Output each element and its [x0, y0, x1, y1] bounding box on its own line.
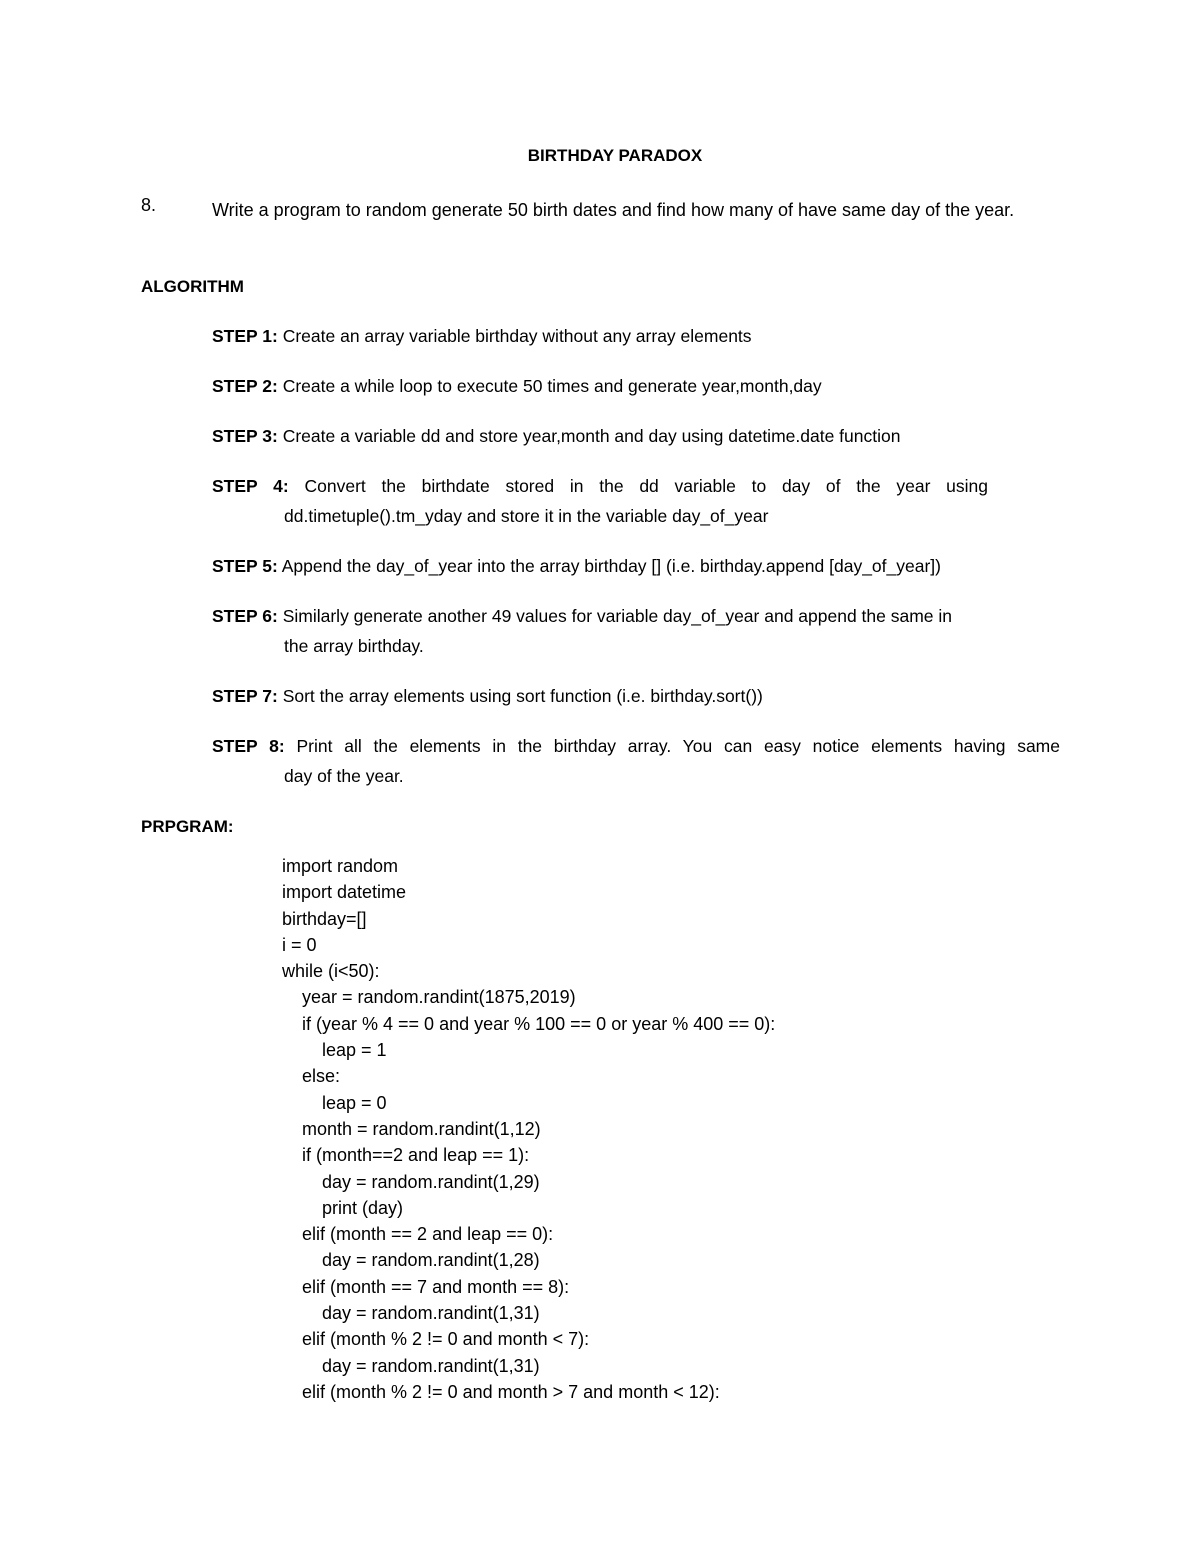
step-label: STEP 5:: [212, 556, 278, 576]
code-block: [282, 853, 775, 1405]
code-line: else:: [302, 1066, 341, 1087]
step-label: STEP 4:: [212, 476, 289, 496]
algorithm-step: [212, 471, 988, 531]
code-line: import datetime: [282, 882, 407, 903]
code-line: i = 0: [282, 934, 317, 955]
question-number: 8.: [141, 195, 157, 215]
code-line: if (year % 4 == 0 and year % 100 == 0 or year % 400 == 0):: [302, 1013, 776, 1034]
code-line: day = random.randint(1,28): [322, 1250, 540, 1271]
algorithm-step: [212, 421, 1060, 451]
code-line: day = random.randint(1,29): [322, 1171, 540, 1192]
code-line: elif (month % 2 != 0 and month < 7):: [302, 1329, 590, 1350]
code-line: while (i<50):: [282, 961, 380, 982]
step-text: Similarly generate another 49 values for variable day_of_year and append the same in: [282, 606, 953, 626]
step-text: Convert the birthdate stored in the dd variable to day of the year using: [304, 476, 988, 496]
step-text: Create a variable dd and store year,month and day using datetime.date function: [282, 426, 901, 446]
step-continuation: the array birthday.: [284, 636, 424, 656]
program-heading: PRPGRAM:: [141, 817, 234, 836]
step-continuation: day of the year.: [284, 766, 404, 786]
code-line: day = random.randint(1,31): [322, 1303, 540, 1324]
step-first-line: [212, 731, 1060, 761]
step-text: Create an array variable birthday without any array elements: [282, 326, 752, 346]
algorithm-step: [212, 551, 1060, 581]
question-text: Write a program to random generate 50 birth dates and find how many of have same day of the year.: [212, 200, 1015, 220]
code-line: year = random.randint(1875,2019): [302, 987, 576, 1008]
step-label: STEP 3:: [212, 426, 278, 446]
step-label: STEP 2:: [212, 376, 278, 396]
code-line: leap = 0: [322, 1092, 387, 1113]
code-line: elif (month == 7 and month == 8):: [302, 1276, 570, 1297]
step-label: STEP 6:: [212, 606, 278, 626]
step-label: STEP 8:: [212, 736, 285, 756]
algorithm-step: [212, 321, 1060, 351]
algorithm-step: [212, 731, 1060, 791]
code-line: month = random.randint(1,12): [302, 1118, 541, 1139]
document-title: BIRTHDAY PARADOX: [527, 146, 703, 165]
step-label: STEP 7:: [212, 686, 278, 706]
code-line: elif (month % 2 != 0 and month > 7 and month < 12):: [302, 1381, 720, 1402]
code-line: print (day): [322, 1197, 404, 1218]
step-text: Append the day_of_year into the array birthday [] (i.e. birthday.append [day_of_year]): [281, 556, 941, 576]
algorithm-heading: ALGORITHM: [141, 277, 244, 296]
step-label: STEP 1:: [212, 326, 278, 346]
code-line: day = random.randint(1,31): [322, 1355, 540, 1376]
code-line: if (month==2 and leap == 1):: [302, 1145, 530, 1166]
algorithm-step: [212, 371, 1060, 401]
step-text: Sort the array elements using sort function (i.e. birthday.sort()): [282, 686, 763, 706]
code-line: leap = 1: [322, 1040, 387, 1061]
algorithm-step: [212, 681, 1060, 711]
step-text: Print all the elements in the birthday array. You can easy notice elements having same: [296, 736, 1060, 756]
algorithm-step: [212, 601, 1060, 661]
code-line: import random: [282, 856, 399, 876]
step-continuation: dd.timetuple().tm_yday and store it in the variable day_of_year: [284, 506, 769, 526]
code-line: birthday=[]: [282, 908, 367, 929]
code-line: elif (month == 2 and leap == 0):: [302, 1224, 554, 1245]
step-text: Create a while loop to execute 50 times and generate year,month,day: [282, 376, 822, 396]
step-first-line: [212, 471, 988, 501]
